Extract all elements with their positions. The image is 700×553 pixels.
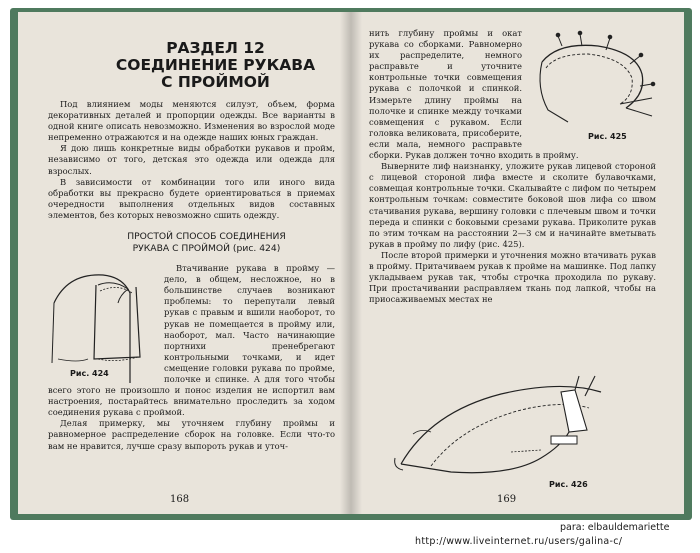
- section-title-line1: РАЗДЕЛ 12: [166, 39, 265, 57]
- subsection-title-line2: РУКАВА С ПРОЙМОЙ (рис. 424): [132, 243, 281, 255]
- section-title: [96, 40, 335, 91]
- figure-426-caption: Рис. 426: [549, 480, 588, 489]
- figure-426: [391, 372, 641, 492]
- left-paragraph-5: Делая примерку, мы уточняем глубину проймы и равномерное распределение сборок на головке. Если что-то вам не нравится, лучше сразу выпороть рукав и уточ-: [48, 418, 335, 451]
- figure-425-caption: Рис. 425: [588, 132, 627, 141]
- left-paragraph-1: Под влиянием моды меняются силуэт, объем, форма декоративных деталей и пропорции одежды. Все варианты в одной книге описать невозможно. Изменения во взрослой моде непременно отражаются и на одежде наших юных граждан.: [48, 99, 335, 143]
- right-paragraph-1: нить глубину проймы и окат рукава со сборками. Равномерно их распределите, немного расправьте и уточните контрольные точки совмещения рукава с полочкой и спинкой. Измерьте длину проймы на полочке и спинке между точками совмещения с рукавом. Если головка великовата, присоберите, если мала, немного расправьте сборки. Рукав должен точно входить в пройму.: [369, 28, 579, 161]
- sewing-machine-sleeve-illustration: [391, 372, 641, 482]
- left-page: [18, 12, 351, 514]
- subsection-title: [78, 231, 335, 255]
- section-title-line2: СОЕДИНЕНИЕ РУКАВА: [115, 56, 316, 74]
- pinned-sleeve-illustration: [528, 28, 656, 146]
- left-paragraph-4: Втачивание рукава в пройму — дело, в общем, несложное, но в большинстве случаев возникают проблемы: то перепутали левый рукав с правым и вшили наоборот, то рукав не помещается в пройму или, наоборот, мал. Часто начинающие портнихи пренебрегают контрольными точками, и идет смещение головки рукава по пройме, полочке и спинке. А для того чтобы всего этого не произошло и понос изделия не испортил вам настроения, постарайтесь внимательно проследить за ходом соединения рукава с проймой.: [48, 263, 335, 418]
- figure-425: [528, 28, 656, 146]
- figure-424: [48, 263, 156, 385]
- left-paragraph-3: В зависимости от комбинации того или иного вида обработки вы прекрасно будете ориентироваться в приемах очередности выполнения отдельных видов составных элементов, без которых невозможно сшить одежду.: [48, 176, 335, 220]
- open-book: [18, 12, 684, 514]
- watermark-credit: para: elbauldemariette: [560, 522, 670, 533]
- right-paragraph-2: Выверните лиф наизнанку, уложите рукав лицевой стороной с лицевой стороной лифа вместе и сколите булавочками, совмещая контрольные точки. Скалывайте с лифом по четырем контрольным точкам: совместите боковой шов лифа со швом стачивания рукава, вершину головки с плечевым швом и точки переда и спинки с боковыми срезами рукава. Приколите рукав по этим точкам на расстоянии 2—3 см и начинайте вметывать рукав в пройму по лифу (рис. 425).: [369, 161, 656, 249]
- sleeve-bodice-illustration: [48, 263, 156, 385]
- watermark-url: http://www.liveinternet.ru/users/galina-c/: [415, 536, 623, 547]
- right-paragraph-3: После второй примерки и уточнения можно втачивать рукав в пройму. Притачиваем рукав к пройме на машинке. Под лапку укладываем рукав так, чтобы строчка проходила по рукаву. При простачивании расправляем ткань под лапкой, чтобы на приосаживаемых местах не: [369, 249, 656, 305]
- right-page-number: 169: [497, 494, 517, 505]
- subsection-title-line1: ПРОСТОЙ СПОСОБ СОЕДИНЕНИЯ: [127, 231, 286, 243]
- left-paragraph-2: Я дою лишь конкретные виды обработки рукавов и пройм, независимо от того, детская это одежда или одежда для взрослых.: [48, 143, 335, 176]
- section-title-line3: С ПРОЙМОЙ: [161, 73, 270, 91]
- figure-424-caption: Рис. 424: [70, 369, 109, 379]
- left-page-number: 168: [170, 494, 190, 505]
- book-gutter: [340, 12, 362, 514]
- right-page: [351, 12, 684, 514]
